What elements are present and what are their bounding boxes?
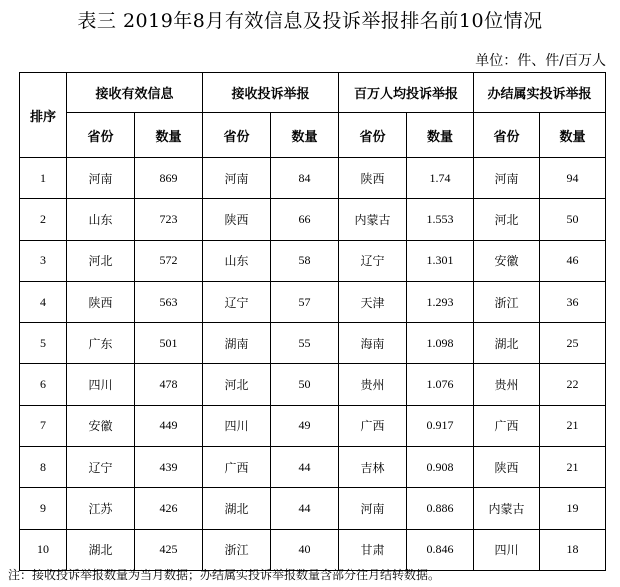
count-cell: 501 xyxy=(135,323,203,364)
header-rank: 排序 xyxy=(20,73,67,158)
unit-label: 单位：件、件/百万人 xyxy=(475,53,606,69)
rank-cell: 6 xyxy=(20,364,67,405)
count-cell: 563 xyxy=(135,281,203,322)
count-cell: 572 xyxy=(135,240,203,281)
count-cell: 1.301 xyxy=(407,240,474,281)
count-cell: 50 xyxy=(271,364,339,405)
province-cell: 四川 xyxy=(67,364,135,405)
header-verified-closed: 办结属实投诉举报 xyxy=(474,73,606,113)
table-row xyxy=(20,364,606,405)
rank-cell: 7 xyxy=(20,405,67,446)
count-cell: 1.74 xyxy=(407,158,474,199)
province-cell: 辽宁 xyxy=(339,240,407,281)
province-cell: 陕西 xyxy=(474,447,540,488)
province-cell: 江苏 xyxy=(67,488,135,529)
count-cell: 55 xyxy=(271,323,339,364)
footnote: 注：接收投诉举报数量为当月数据；办结属实投诉举报数量含部分往月结转数据。 xyxy=(8,568,441,582)
count-cell: 44 xyxy=(271,488,339,529)
count-cell: 0.886 xyxy=(407,488,474,529)
table-row xyxy=(20,323,606,364)
rank-cell: 4 xyxy=(20,281,67,322)
province-cell: 辽宁 xyxy=(203,281,271,322)
count-cell: 0.917 xyxy=(407,405,474,446)
province-cell: 内蒙古 xyxy=(339,199,407,240)
province-cell: 湖北 xyxy=(474,323,540,364)
province-cell: 河南 xyxy=(339,488,407,529)
province-cell: 河北 xyxy=(203,364,271,405)
count-cell: 1.553 xyxy=(407,199,474,240)
rank-cell: 9 xyxy=(20,488,67,529)
subheader-province: 省份 xyxy=(474,113,540,158)
header-received-info: 接收有效信息 xyxy=(67,73,203,113)
province-cell: 贵州 xyxy=(474,364,540,405)
province-cell: 山东 xyxy=(67,199,135,240)
province-cell: 广东 xyxy=(67,323,135,364)
province-cell: 吉林 xyxy=(339,447,407,488)
subheader-province: 省份 xyxy=(67,113,135,158)
count-cell: 57 xyxy=(271,281,339,322)
count-cell: 49 xyxy=(271,405,339,446)
rank-cell: 5 xyxy=(20,323,67,364)
province-cell: 安徽 xyxy=(474,240,540,281)
province-cell: 河南 xyxy=(67,158,135,199)
province-cell: 内蒙古 xyxy=(474,488,540,529)
subheader-count: 数量 xyxy=(540,113,606,158)
province-cell: 河北 xyxy=(474,199,540,240)
province-cell: 河北 xyxy=(67,240,135,281)
province-cell: 河南 xyxy=(474,158,540,199)
table-row xyxy=(20,488,606,529)
header-received-complaints: 接收投诉举报 xyxy=(203,73,339,113)
province-cell: 广西 xyxy=(339,405,407,446)
count-cell: 94 xyxy=(540,158,606,199)
count-cell: 25 xyxy=(540,323,606,364)
count-cell: 0.908 xyxy=(407,447,474,488)
count-cell: 36 xyxy=(540,281,606,322)
province-cell: 天津 xyxy=(339,281,407,322)
count-cell: 18 xyxy=(540,529,606,570)
rank-cell: 3 xyxy=(20,240,67,281)
province-cell: 四川 xyxy=(474,529,540,570)
province-cell: 河南 xyxy=(203,158,271,199)
count-cell: 84 xyxy=(271,158,339,199)
province-cell: 广西 xyxy=(474,405,540,446)
count-cell: 46 xyxy=(540,240,606,281)
table-row xyxy=(20,199,606,240)
province-cell: 辽宁 xyxy=(67,447,135,488)
count-cell: 21 xyxy=(540,405,606,446)
province-cell: 山东 xyxy=(203,240,271,281)
province-cell: 广西 xyxy=(203,447,271,488)
table-row xyxy=(20,158,606,199)
province-cell: 浙江 xyxy=(474,281,540,322)
table-row xyxy=(20,529,606,570)
province-cell: 甘肃 xyxy=(339,529,407,570)
count-cell: 19 xyxy=(540,488,606,529)
count-cell: 50 xyxy=(540,199,606,240)
province-cell: 陕西 xyxy=(339,158,407,199)
province-cell: 陕西 xyxy=(203,199,271,240)
count-cell: 1.098 xyxy=(407,323,474,364)
count-cell: 21 xyxy=(540,447,606,488)
table-title: 表三 2019年8月有效信息及投诉举报排名前10位情况 xyxy=(77,10,543,32)
count-cell: 869 xyxy=(135,158,203,199)
province-cell: 四川 xyxy=(203,405,271,446)
count-cell: 58 xyxy=(271,240,339,281)
count-cell: 449 xyxy=(135,405,203,446)
province-cell: 陕西 xyxy=(67,281,135,322)
subheader-count: 数量 xyxy=(135,113,203,158)
subheader-count: 数量 xyxy=(271,113,339,158)
province-cell: 湖北 xyxy=(67,529,135,570)
subheader-count: 数量 xyxy=(407,113,474,158)
province-cell: 海南 xyxy=(339,323,407,364)
province-cell: 湖南 xyxy=(203,323,271,364)
table-row xyxy=(20,405,606,446)
count-cell: 723 xyxy=(135,199,203,240)
table-row xyxy=(20,447,606,488)
count-cell: 439 xyxy=(135,447,203,488)
province-cell: 浙江 xyxy=(203,529,271,570)
rank-cell: 2 xyxy=(20,199,67,240)
count-cell: 1.293 xyxy=(407,281,474,322)
count-cell: 40 xyxy=(271,529,339,570)
count-cell: 66 xyxy=(271,199,339,240)
header-per-million: 百万人均投诉举报 xyxy=(339,73,474,113)
count-cell: 1.076 xyxy=(407,364,474,405)
ranking-table xyxy=(19,72,606,571)
count-cell: 44 xyxy=(271,447,339,488)
count-cell: 478 xyxy=(135,364,203,405)
subheader-province: 省份 xyxy=(339,113,407,158)
province-cell: 贵州 xyxy=(339,364,407,405)
subheader-province: 省份 xyxy=(203,113,271,158)
rank-cell: 8 xyxy=(20,447,67,488)
count-cell: 22 xyxy=(540,364,606,405)
rank-cell: 1 xyxy=(20,158,67,199)
table-row xyxy=(20,240,606,281)
count-cell: 0.846 xyxy=(407,529,474,570)
province-cell: 湖北 xyxy=(203,488,271,529)
table-row xyxy=(20,281,606,322)
rank-cell: 10 xyxy=(20,529,67,570)
count-cell: 425 xyxy=(135,529,203,570)
province-cell: 安徽 xyxy=(67,405,135,446)
count-cell: 426 xyxy=(135,488,203,529)
